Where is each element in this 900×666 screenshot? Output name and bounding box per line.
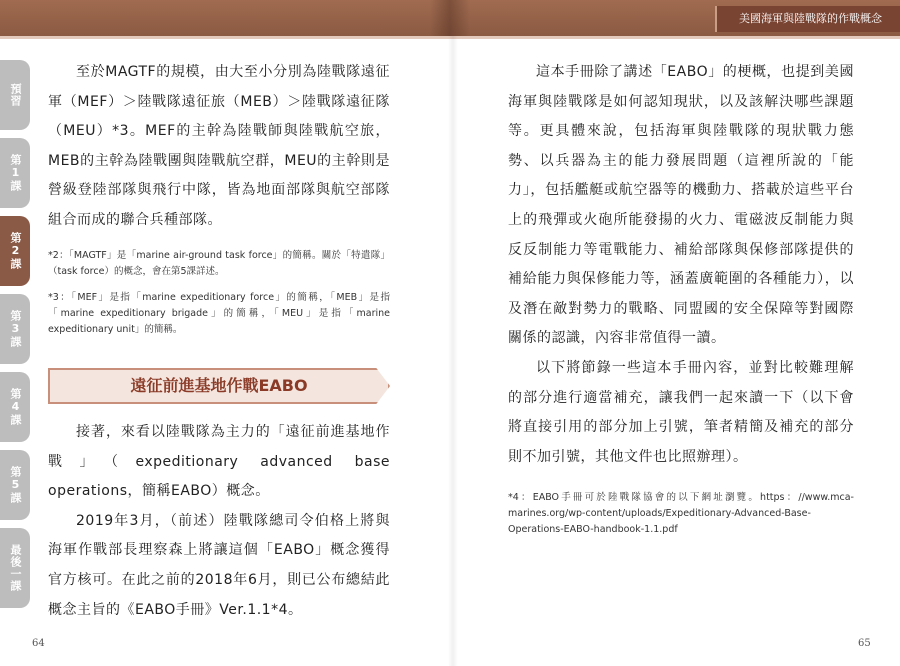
section-heading <box>48 368 390 404</box>
right-paragraph-1: 這本手冊除了講述「EABO」的梗概，也提到美國海軍與陸戰隊是如何認知現狀，以及該解決哪些課題等。更具體來說，包括海軍與陸戰隊的現狀戰力態勢、以兵器為主的能力發展問題（這裡所說的「能力」，包括艦艇或航空器等的機動力、搭載於這些平台上的飛彈或火砲所能發揚的火力、電磁波反制能力與反反制能力等電戰能力、補給部隊與保修部隊提供的補給能力與保修能力等，涵蓋廣範圍的各種能力），以及潛在敵對勢力的戰略、同盟國的安全保障等對國際關係的認識，內容非常值得一讀。 <box>508 64 854 347</box>
left-paragraph-2: 接著，來看以陸戰隊為主力的「遠征前進基地作戰」（expeditionary advanced base operations，簡稱EABO）概念。 <box>48 424 390 500</box>
top-banner <box>0 0 900 39</box>
page-number-right: 65 <box>858 638 871 649</box>
left-page-bottom-column <box>48 418 390 625</box>
right-paragraph-2: 以下將節錄一些這本手冊內容，並對比較難理解的部分進行適當補充，讓我們一起來讀一下（以下會將直接引用的部分加上引號，筆者精簡及補充的部分則不加引號，其他文件也比照辦理）。 <box>508 359 854 465</box>
tab-lesson-2[interactable]: 第2課 <box>0 216 30 286</box>
tab-lesson-5[interactable]: 第5課 <box>0 450 30 520</box>
running-header-title: 美國海軍與陸戰隊的作戰概念 <box>715 6 900 32</box>
left-page-top-column <box>48 58 390 338</box>
left-paragraph-3: 2019年3月，（前述）陸戰隊總司令伯格上將與海軍作戰部長理察森上將讓這個「EABO」概念獲得官方核可。在此之前的2018年6月，則已公布總結此概念主旨的《EABO手冊》Ver.1.1*4。 <box>48 512 390 618</box>
section-heading-text: 遠征前進基地作戰EABO <box>130 376 308 395</box>
page-number-left: 64 <box>32 638 45 649</box>
left-paragraph-1: 至於MAGTF的規模，由大至小分別為陸戰隊遠征軍（MEF）＞陸戰隊遠征旅（MEB）＞陸戰隊遠征隊（MEU）*3。MEF的主幹為陸戰師與陸戰航空旅，MEB的主幹為陸戰團與陸戰航空群，MEU的主幹則是營級登陸部隊與飛行中隊，皆為地面部隊與航空部隊組合而成的聯合兵種部隊。 <box>48 64 390 228</box>
tab-lesson-4[interactable]: 第4課 <box>0 372 30 442</box>
tab-lesson-1[interactable]: 第1課 <box>0 138 30 208</box>
tab-preview[interactable]: 預習 <box>0 60 30 130</box>
page-fold-shadow <box>430 0 470 36</box>
footnote-3: *3：「MEF」是指「marine expeditionary force」的簡稱，「MEB」是指「marine expeditionary brigade」的簡稱，「MEU」是指「marine expeditionary unit」的簡稱。 <box>48 291 390 335</box>
tab-final-lesson[interactable]: 最後一課 <box>0 528 30 608</box>
footnote-4: *4：EABO手冊可於陸戰隊協會的以下網址瀏覽。https：//www.mca-marines.org/wp-content/uploads/Expeditionary-Advanced-Base-Operations-EABO-handbook-1.1.pdf <box>508 492 854 536</box>
footnote-2: *2：「MAGTF」是「marine air-ground task force」的簡稱。關於「特遣隊」（task force）的概念，會在第5課詳述。 <box>48 249 390 277</box>
tab-lesson-3[interactable]: 第3課 <box>0 294 30 364</box>
book-gutter <box>448 36 458 666</box>
right-page-column <box>508 58 854 538</box>
